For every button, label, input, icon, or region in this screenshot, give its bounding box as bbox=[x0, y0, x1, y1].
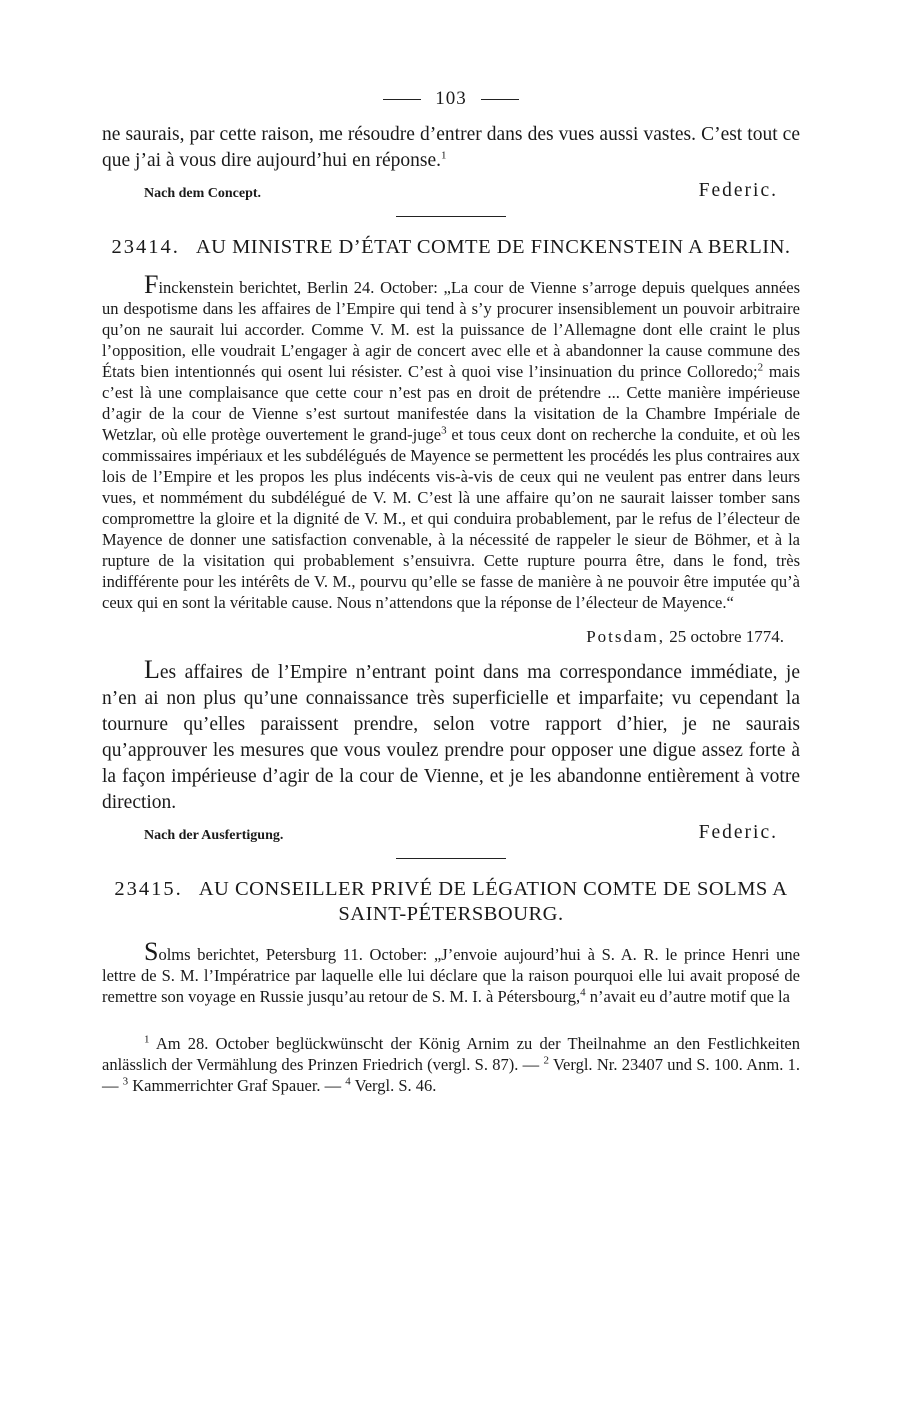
letter-23414-number: 23414. bbox=[111, 236, 180, 258]
report-23415-text-1: olms berichtet, Petersburg 11. October: „J’envoie aujourd’hui à S. A. R. le prince Henri une lettre de S. M. l’Impératrice par laquelle elle lui déclare que la raison pourquoi elle lui avait proposé de remettre son voyage en Russie jusqu’au retour de S. M. I. à Pétersbourg, bbox=[102, 945, 800, 1006]
letter-23414-heading bbox=[102, 235, 800, 260]
footnote-ref-2: 2 bbox=[757, 361, 764, 374]
letter-23415-title: AU CONSEILLER PRIVÉ DE LÉGATION COMTE DE SOLMS A SAINT-PÉTERSBOURG. bbox=[198, 878, 788, 925]
letter-23414-report bbox=[102, 270, 800, 613]
report-dropcap-f: F bbox=[144, 270, 159, 299]
footnote-4-marker: 4 bbox=[345, 1075, 351, 1088]
report-23414-text-3: et tous ceux dont on recherche la conduite, et où les commissaires impériaux et les subdélégués de Mayence se permettent les procédés les plus contraires aux lois de l’Empire et les propos les plus indécents vis-à-vis de ceux qui ne veulent pas entrer dans leurs vues, et nommément du subdélégué de V. M. C’est là une affaire qu’on ne saurait laisser tomber sans compromettre la gloire et la dignité de V. M., et qui conduira probablement, par le refus de l’électeur de Mayence de donner une satisfaction convenable, à la nécessité de rappeler le sieur de Böhmer, et à la rupture de la visitation qui probablement s’ensuivra. Cette rupture pourra être, dans le fond, très indifférente pour les intérêts de V. M., pourvu qu’elle se fasse de manière à ne pouvoir être imputée qu’à ceux qui en sont la véritable cause. Nous n’attendons que la réponse de l’électeur de Mayence.“ bbox=[102, 425, 800, 612]
continuation-sign-row bbox=[102, 180, 800, 202]
footnote-1-text: Am 28. October beglückwünscht der König Arnim zu der Theilnahme an den Festlichkeiten anlässlich der Vermählung des Prinzen Friedrich (vergl. S. 87). — bbox=[102, 1034, 800, 1074]
report-23415-text-2: n’avait eu d’autre motif que la bbox=[585, 987, 790, 1006]
reply-23414-text: es affaires de l’Empire n’entrant point dans ma correspondance immédiate, je n’en ai non plus qu’une connaissance très superficielle et imparfaite; vu cependant la tournure qu’elles paraissent prendre, selon votre rapport d’hier, je ne saurais qu’approuver les mesures que vous voulez prendre pour opposer une digue assez forte à la façon impérieuse d’agir de la cour de Vienne, et je les abandonne entièrement à votre direction. bbox=[102, 662, 800, 813]
footnote-2-marker: 2 bbox=[543, 1054, 549, 1067]
letter-23415-report bbox=[102, 937, 800, 1007]
source-note-ausfertigung: Nach der Ausfertigung. bbox=[144, 828, 284, 843]
letter-23414-title: AU MINISTRE D’ÉTAT COMTE DE FINCKENSTEIN A BERLIN. bbox=[195, 236, 791, 258]
page-number-text: 103 bbox=[435, 88, 467, 109]
section-divider-2 bbox=[396, 858, 506, 859]
letter-23414-reply bbox=[102, 657, 800, 816]
place: Potsdam, bbox=[586, 627, 666, 646]
footnote-ref-1: 1 bbox=[440, 149, 447, 162]
footnotes bbox=[102, 1033, 800, 1096]
letter-23415-heading bbox=[102, 877, 800, 927]
section-divider-1 bbox=[396, 216, 506, 217]
letter-23414-sign-row bbox=[102, 822, 800, 844]
footnote-3-marker: 3 bbox=[122, 1075, 129, 1088]
page-number-dash-left bbox=[383, 99, 421, 100]
signature-federic-2: Federic. bbox=[698, 822, 778, 843]
continuation-text: ne saurais, par cette raison, me résoudre d’entrer dans des vues aussi vastes. C’est tout ce que j’ai à vous dire aujourd’hui en réponse. bbox=[102, 124, 800, 171]
page-number-dash-right bbox=[481, 99, 519, 100]
page-number bbox=[102, 88, 800, 110]
source-note-concept: Nach dem Concept. bbox=[144, 186, 262, 201]
report-23414-text-1: inckenstein berichtet, Berlin 24. October: „La cour de Vienne s’arroge depuis quelques années un despotisme dans les affaires de l’Empire qui tend à s’y procurer insensiblement un pouvoir arbitraire qu’on ne saurait lui accorder. Comme V. M. est la puissance de l’Allemagne dont elle craint le plus l’opposition, elle voudrait L’engager à agir de concert avec elle et à abandonner la cause commune des États bien intentionnés qui osent lui résister. C’est à quoi vise l’insinuation du prince Colloredo; bbox=[102, 278, 800, 381]
letter-23415-number: 23415. bbox=[114, 878, 183, 900]
document-page bbox=[102, 88, 800, 1096]
letter-23414-place-date bbox=[102, 627, 784, 647]
date: 25 octobre 1774. bbox=[669, 627, 784, 646]
report-dropcap-s: S bbox=[144, 937, 159, 966]
footnote-1-marker: 1 bbox=[144, 1033, 150, 1046]
reply-dropcap-l: L bbox=[144, 655, 160, 684]
footnote-3-text: Kammerrichter Graf Spauer. — bbox=[128, 1076, 346, 1095]
footnote-4-text: Vergl. S. 46. bbox=[350, 1076, 437, 1095]
continuation-paragraph bbox=[102, 122, 800, 174]
footnote-ref-4: 4 bbox=[580, 986, 586, 999]
signature-federic-1: Federic. bbox=[698, 180, 778, 201]
footnote-ref-3: 3 bbox=[441, 424, 447, 437]
footnote-2-text: Vergl. Nr. 23407 und S. 100. Anm. 1. — bbox=[102, 1055, 800, 1095]
report-23414-text-2: mais c’est là une complaisance que cette cour n’est pas en droit de prétendre ... Cette manière impérieuse d’agir de la cour de Vienne s’est surtout manifestée dans la visitation de la Chambre Impériale de Wetzlar, où elle protège ouvertement le grand-juge bbox=[102, 362, 800, 444]
